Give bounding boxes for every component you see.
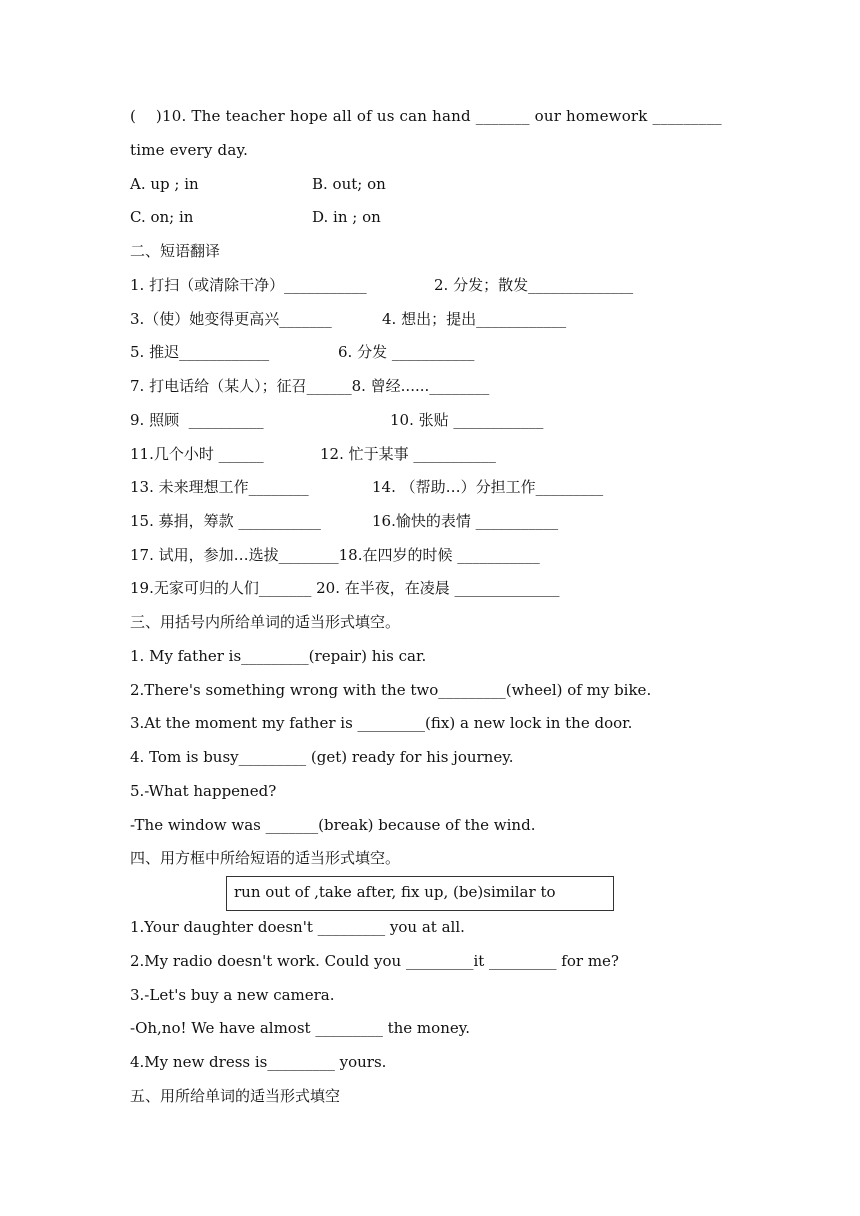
phrase-item-16: 16.愉快的表情 ___________ xyxy=(372,512,559,530)
fill-item-3-4: 4. Tom is busy_________ (get) ready for his journey. xyxy=(130,748,514,766)
option-d: D. in ; on xyxy=(312,208,381,226)
fill-item-4-3b: -Oh,no! We have almost _________ the money. xyxy=(130,1019,470,1037)
phrase-item-6: 6. 分发 ___________ xyxy=(338,343,475,361)
fill-item-4-3a: 3.-Let's buy a new camera. xyxy=(130,986,335,1004)
fill-item-4-2: 2.My radio doesn't work. Could you _________it _________ for me? xyxy=(130,952,619,970)
phrase-item-7-8: 7. 打电话给（某人）；征召______8. 曾经......________ xyxy=(130,377,490,395)
phrase-item-11: 11.几个小时 ______ xyxy=(130,445,264,463)
option-b: B. out; on xyxy=(312,175,386,193)
phrase-item-3: 3.（使）她变得更高兴_______ xyxy=(130,310,332,328)
phrase-item-9: 9. 照顾 __________ xyxy=(130,411,264,429)
phrase-item-15: 15. 募捐，筹款 ___________ xyxy=(130,512,321,530)
option-c: C. on; in xyxy=(130,208,194,226)
phrase-item-2: 2. 分发；散发______________ xyxy=(434,276,634,294)
phrase-item-4: 4. 想出；提出____________ xyxy=(382,310,567,328)
fill-item-3-3: 3.At the moment my father is _________(fix) a new lock in the door. xyxy=(130,714,633,732)
phrase-item-12: 12. 忙于某事 ___________ xyxy=(320,445,496,463)
section-5-heading: 五、用所给单词的适当形式填空 xyxy=(130,1087,341,1105)
phrase-item-13: 13. 未来理想工作________ xyxy=(130,478,309,496)
fill-item-4-4: 4.My new dress is_________ yours. xyxy=(130,1053,387,1071)
phrase-item-17-18: 17. 试用，参加…选拔________18.在四岁的时候 ___________ xyxy=(130,546,540,564)
fill-item-4-1: 1.Your daughter doesn't _________ you at all. xyxy=(130,918,465,936)
phrase-item-14: 14. （帮助…）分担工作_________ xyxy=(372,478,604,496)
section-4-heading: 四、用方框中所给短语的适当形式填空。 xyxy=(130,849,401,867)
option-a: A. up ; in xyxy=(130,175,199,193)
phrase-item-1: 1. 打扫（或清除干净）___________ xyxy=(130,276,367,294)
question-10-line-1: ( )10. The teacher hope all of us can hand _______ our homework _________ xyxy=(130,107,722,125)
section-3-heading: 三、用括号内所给单词的适当形式填空。 xyxy=(130,613,401,631)
phrase-item-10: 10. 张贴 ____________ xyxy=(390,411,544,429)
fill-item-3-1: 1. My father is_________(repair) his car. xyxy=(130,647,427,665)
fill-item-3-5b: -The window was _______(break) because of the wind. xyxy=(130,816,536,834)
section-2-heading: 二、短语翻译 xyxy=(130,242,221,260)
phrase-item-19-20: 19.无家可归的人们_______ 20. 在半夜，在凌晨 ______________ xyxy=(130,579,560,597)
fill-item-3-5a: 5.-What happened? xyxy=(130,782,277,800)
phrase-item-5: 5. 推迟____________ xyxy=(130,343,270,361)
fill-item-3-2: 2.There's something wrong with the two_________(wheel) of my bike. xyxy=(130,681,652,699)
question-10-line-2: time every day. xyxy=(130,141,249,159)
phrase-box-text: run out of ,take after, fix up, (be)similar to xyxy=(234,883,556,901)
